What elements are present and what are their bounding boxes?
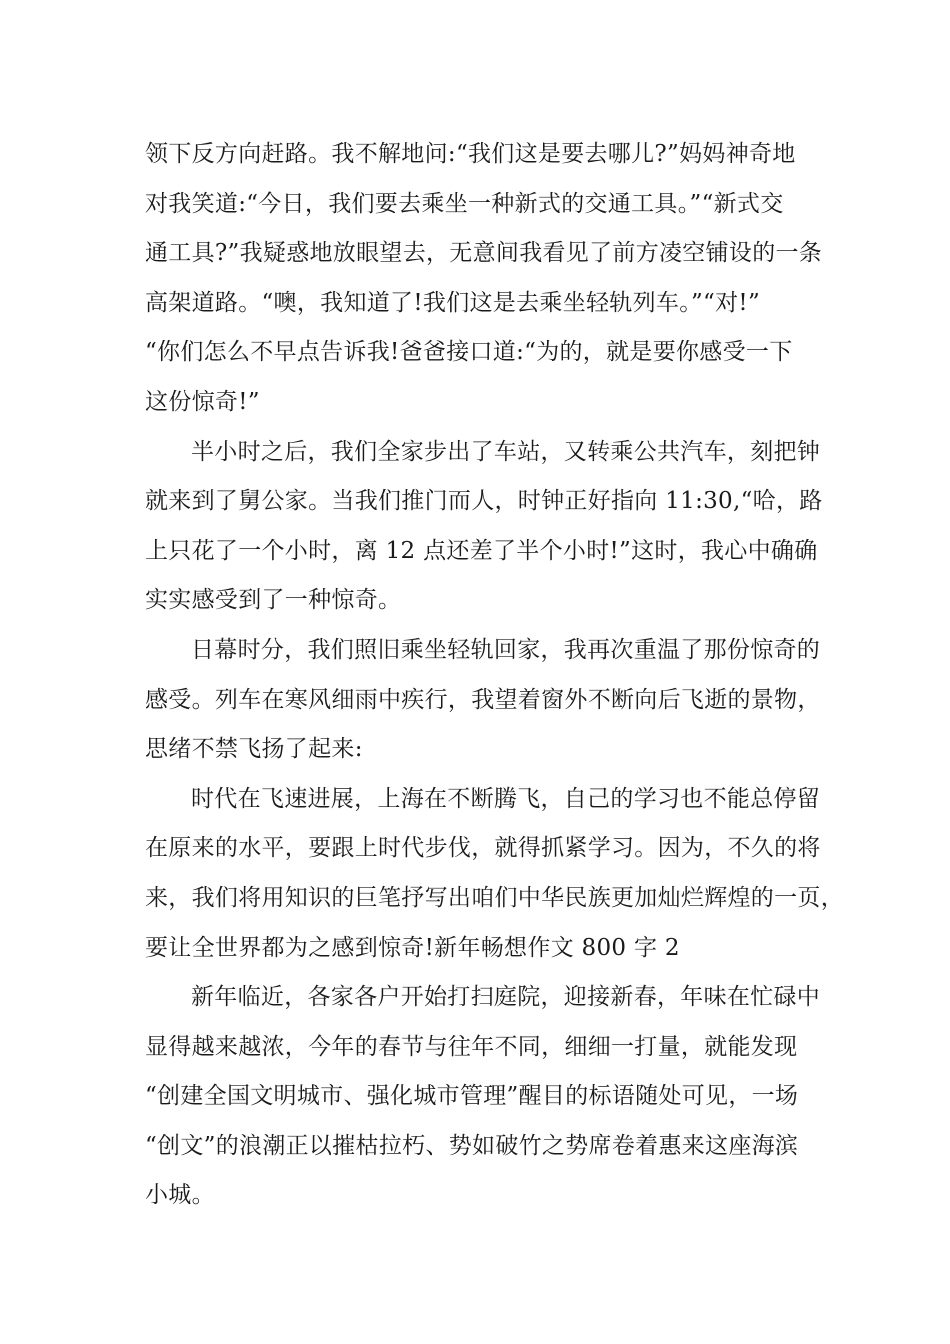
text-line: 对我笑道:“今日，我们要去乘坐一种新式的交通工具。”“新式交 — [145, 190, 784, 217]
text-line: 日幕时分，我们照旧乘坐轻轨回家，我再次重温了那份惊奇的 — [191, 636, 821, 663]
text-line: 领下反方向赶路。我不解地问:“我们这是要去哪儿?”妈妈神奇地 — [145, 141, 796, 167]
text-line: 就来到了舅公家。当我们推门而人，时钟正好指向 11:30,“哈，路 — [145, 488, 823, 515]
text-line: “创文”的浪潮正以摧枯拉朽、势如破竹之势席卷着惠来这座海滨 — [145, 1132, 799, 1159]
text-line: 要让全世界都为之感到惊奇!新年畅想作文 800 字 2 — [145, 934, 680, 961]
text-line: 在原来的水平，要跟上时代步伐，就得抓紧学习。因为，不久的将 — [145, 835, 821, 862]
text-line: 实实感受到了一种惊奇。 — [145, 587, 402, 614]
text-line: 半小时之后，我们全家步出了车站，又转乘公共汽车，刻把钟 — [191, 438, 821, 465]
text-line: 小城。 — [145, 1182, 215, 1209]
text-line: 上只花了一个小时，离 12 点还差了半个小时!”这时，我心中确确 — [145, 537, 818, 564]
text-line: “你们怎么不早点告诉我!爸爸接口道:“为的，就是要你感受一下 — [145, 339, 793, 366]
text-line: 新年临近，各家各户开始打扫庭院，迎接新春，年味在忙碌中 — [191, 984, 821, 1011]
text-line: 通工具?”我疑惑地放眼望去，无意间我看见了前方凌空铺设的一条 — [145, 240, 823, 267]
text-line: 时代在飞速进展，上海在不断腾飞，自己的学习也不能总停留 — [191, 785, 821, 812]
text-line: 这份惊奇!” — [145, 388, 260, 415]
body-text — [145, 130, 844, 1221]
text-line: 来，我们将用知识的巨笔抒写出咱们中华民族更加灿烂辉煌的一页， — [145, 884, 844, 911]
text-line: “创建全国文明城市、强化城市管理”醒目的标语随处可见，一场 — [145, 1083, 799, 1110]
text-line: 高架道路。“噢，我知道了!我们这是去乘坐轻轨列车。”“对!” — [145, 289, 761, 316]
text-line: 思绪不禁飞扬了起来: — [145, 736, 363, 763]
text-line: 显得越来越浓，今年的春节与往年不同，细细一打量，就能发现 — [145, 1033, 798, 1060]
text-line: 感受。列车在寒风细雨中疾行，我望着窗外不断向后飞逝的景物， — [145, 686, 821, 713]
